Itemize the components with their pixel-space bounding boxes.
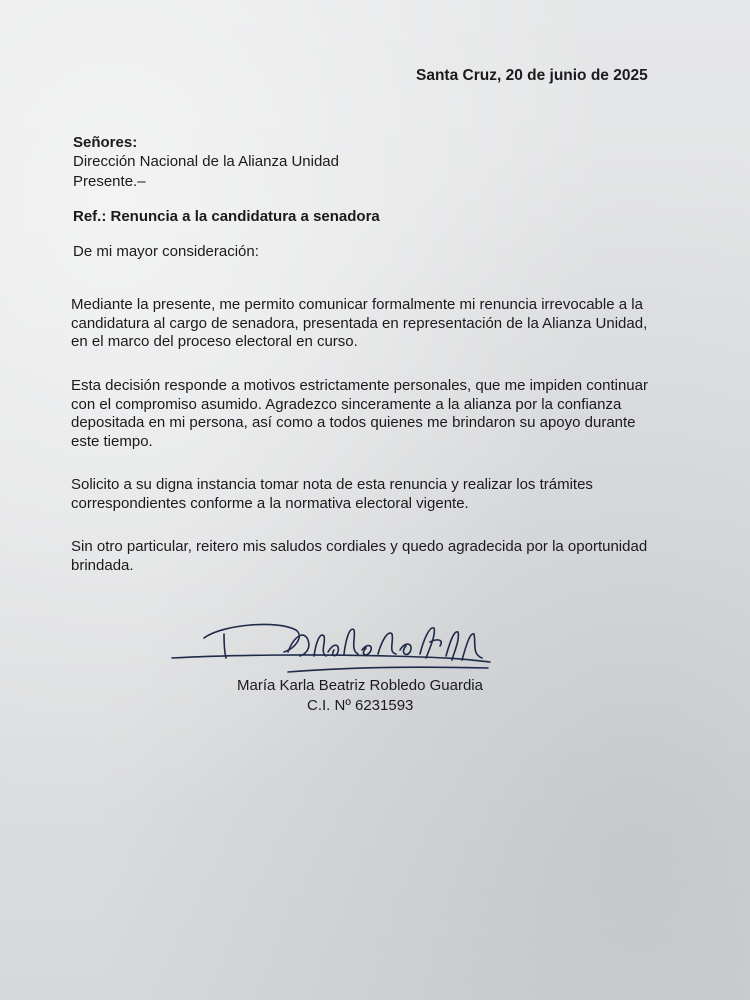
body-paragraph-4: Sin otro particular, reitero mis saludos cordiales y quedo agradecida por la oportunidad brindada. (71, 538, 648, 574)
handwritten-signature (168, 612, 498, 682)
recipient-salutation: Señores: (73, 134, 138, 151)
recipient-organization: Dirección Nacional de la Alianza Unidad (73, 153, 339, 170)
body-paragraph-2: Esta decisión responde a motivos estrictamente personales, que me impiden continuar con el compromiso asumido. Agradezco sinceramente a la alianza por la confianza depositada en mi persona, así como a todos quienes me brindaron su apoyo durante este tiempo. (71, 377, 648, 450)
signer-id-number: C.I. Nº 6231593 (307, 697, 414, 714)
recipient-presente: Presente.– (73, 173, 146, 190)
signer-name: María Karla Beatriz Robledo Guardia (237, 677, 483, 694)
body-paragraph-1: Mediante la presente, me permito comunicar formalmente mi renuncia irrevocable a la candidatura al cargo de senadora, presentada en representación de la Alianza Unidad, en el marco del proceso electoral en curso. (71, 296, 648, 350)
reference-line: Ref.: Renuncia a la candidatura a senadora (73, 208, 380, 225)
body-paragraph-3: Solicito a su digna instancia tomar nota de esta renuncia y realizar los trámites correspondientes conforme a la normativa electoral vigente. (71, 476, 593, 512)
greeting: De mi mayor consideración: (73, 243, 259, 260)
place-date: Santa Cruz, 20 de junio de 2025 (416, 67, 648, 84)
